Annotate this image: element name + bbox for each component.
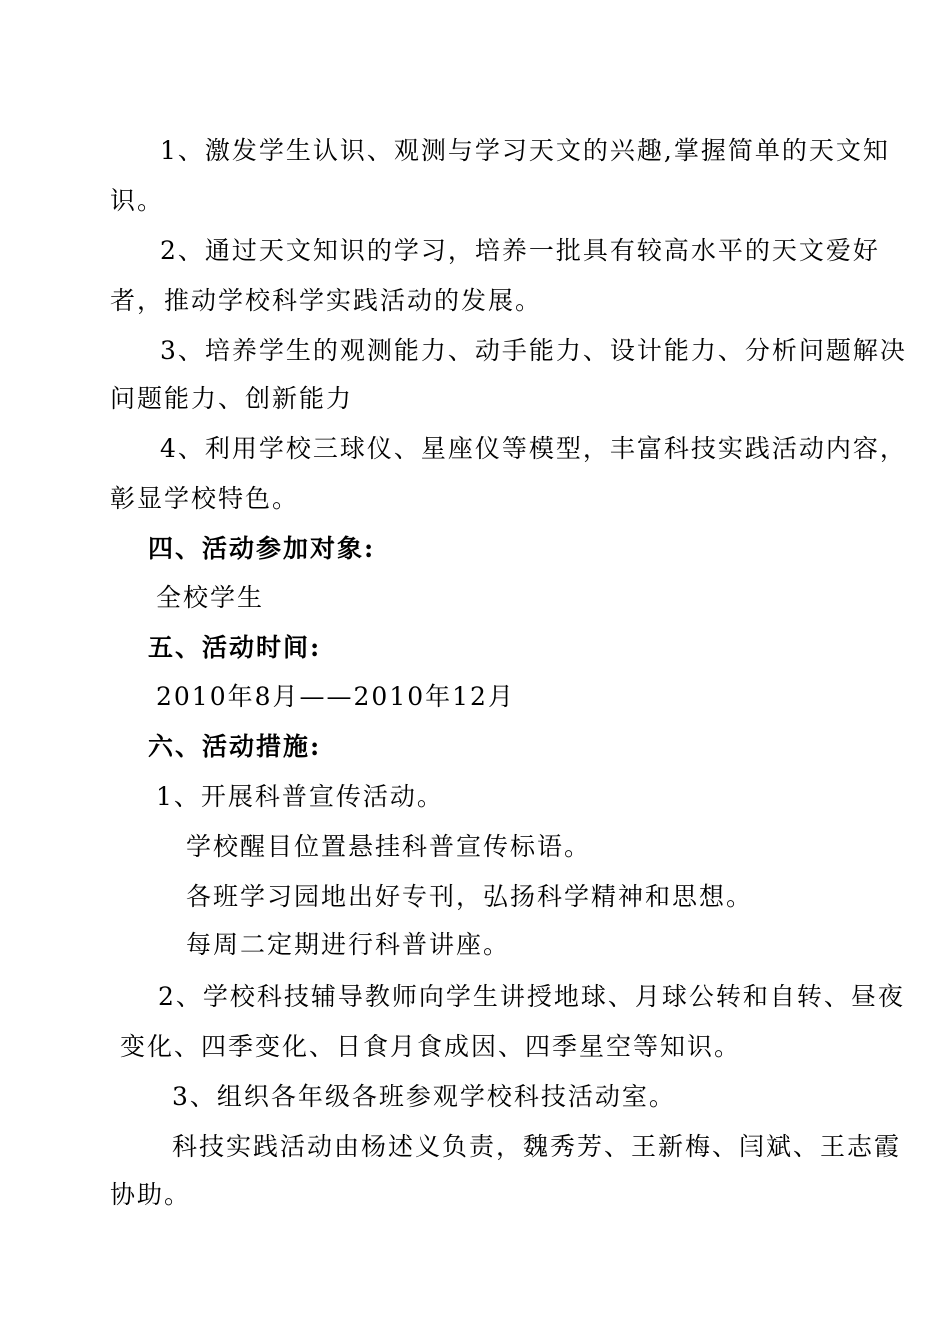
measure-2-line-1: 2、学校科技辅导教师向学生讲授地球、月球公转和自转、昼夜	[158, 982, 905, 1011]
goal-2-line-1: 2、通过天文知识的学习，培养一批具有较高水平的天文爱好	[160, 236, 880, 265]
goal-4-line-1: 4、利用学校三球仪、星座仪等模型，丰富科技实践活动内容，	[160, 434, 907, 463]
responsibility-line-1: 科技实践活动由杨述义负责，魏秀芳、王新梅、闫斌、王志霞	[172, 1132, 902, 1161]
goal-2-line-2: 者，推动学校科学实践活动的发展。	[110, 286, 543, 315]
section-5-heading: 五、活动时间:	[148, 633, 322, 662]
measure-1-item-3: 每周二定期进行科普讲座。	[186, 930, 511, 959]
responsibility-line-2: 协助。	[110, 1180, 192, 1209]
measure-1-item-1: 学校醒目位置悬挂科普宣传标语。	[186, 832, 592, 861]
measure-3: 3、组织各年级各班参观学校科技活动室。	[172, 1082, 676, 1111]
goal-1-line-1: 1、激发学生认识、观测与学习天文的兴趣,掌握简单的天文知	[160, 136, 890, 165]
section-4-content: 全校学生	[156, 583, 265, 612]
section-4-heading: 四、活动参加对象:	[148, 534, 376, 563]
section-5-content: 2010年8月——2010年12月	[156, 682, 515, 711]
measure-1-item-2: 各班学习园地出好专刊，弘扬科学精神和思想。	[186, 882, 754, 911]
measure-1-title: 1、开展科普宣传活动。	[156, 782, 444, 811]
goal-4-line-2: 彰显学校特色。	[110, 484, 300, 513]
goal-3-line-1: 3、培养学生的观测能力、动手能力、设计能力、分析问题解决	[160, 336, 907, 365]
measure-2-line-2: 变化、四季变化、日食月食成因、四季星空等知识。	[120, 1032, 742, 1061]
section-6-heading: 六、活动措施:	[148, 732, 322, 761]
goal-3-line-2: 问题能力、创新能力	[110, 384, 354, 413]
goal-1-line-2: 识。	[110, 186, 165, 215]
